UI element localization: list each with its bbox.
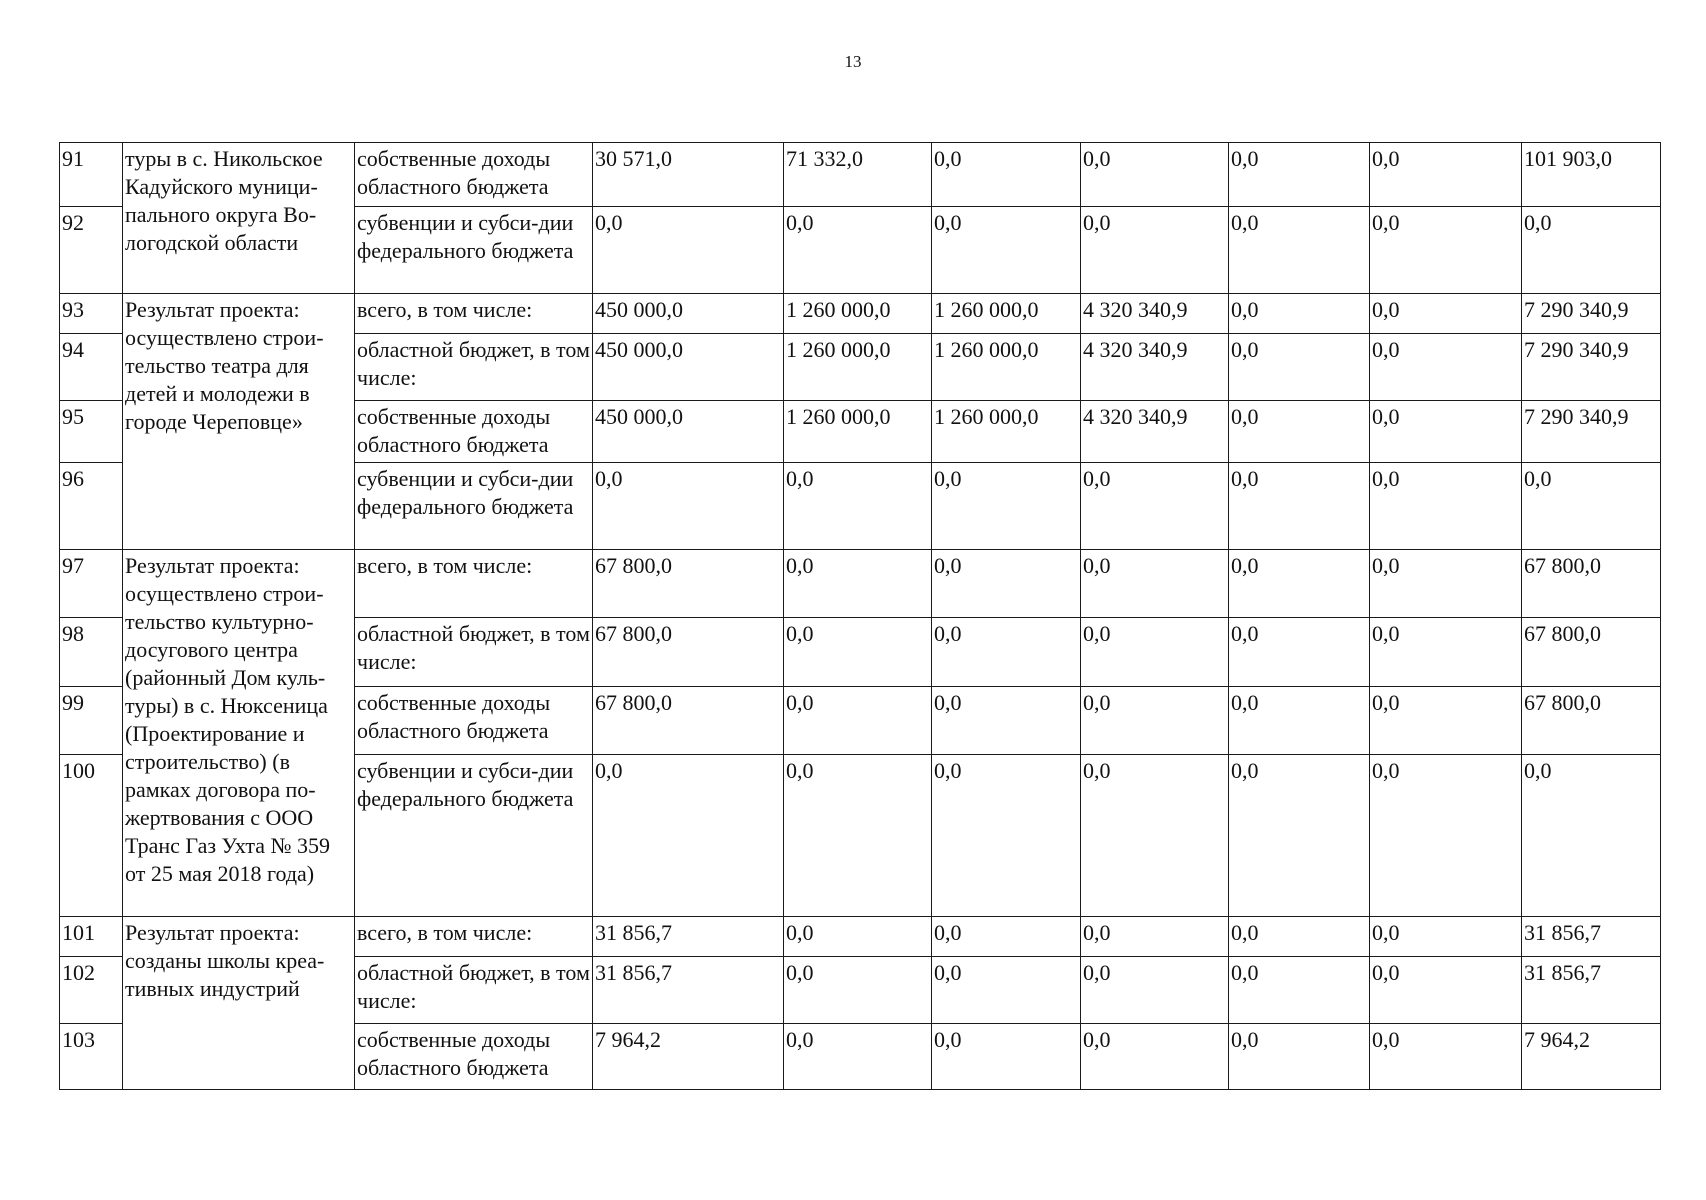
row-number: 99 — [60, 687, 123, 755]
value-cell: 0,0 — [784, 207, 932, 294]
value-cell: 0,0 — [1081, 550, 1229, 618]
value-cell: 0,0 — [784, 618, 932, 687]
row-number: 94 — [60, 334, 123, 401]
value-cell: 67 800,0 — [1522, 618, 1661, 687]
value-cell: 0,0 — [1229, 957, 1370, 1024]
value-cell: 67 800,0 — [1522, 687, 1661, 755]
value-cell: 31 856,7 — [593, 957, 784, 1024]
value-cell: 7 964,2 — [593, 1024, 784, 1090]
value-cell: 0,0 — [1229, 618, 1370, 687]
value-cell: 0,0 — [1370, 207, 1522, 294]
value-cell: 0,0 — [1522, 755, 1661, 917]
funding-source: всего, в том числе: — [355, 550, 593, 618]
value-cell: 31 856,7 — [593, 917, 784, 957]
funding-source: областной бюджет, в том числе: — [355, 334, 593, 401]
table-row — [60, 294, 1661, 334]
value-cell: 0,0 — [1370, 687, 1522, 755]
funding-source: областной бюджет, в том числе: — [355, 957, 593, 1024]
row-number: 96 — [60, 463, 123, 550]
value-cell: 450 000,0 — [593, 294, 784, 334]
value-cell: 0,0 — [1229, 755, 1370, 917]
page-number: 13 — [844, 52, 862, 71]
result-description: Результат проекта: осуществлено строи-тельство культурно-досугового центра (районный Дом куль-туры) в с. Нюксеница (Проектирование и строительство) (в рамках договора по-жертвования с ООО Транс Газ Ухта № 359 от 25 мая 2018 года) — [123, 550, 355, 917]
funding-source: собственные доходы областного бюджета — [355, 1024, 593, 1090]
value-cell: 0,0 — [932, 687, 1081, 755]
row-number: 98 — [60, 618, 123, 687]
result-description: туры в с. Никольское Кадуйского муници-пального округа Во-логодской области — [123, 143, 355, 294]
value-cell: 7 290 340,9 — [1522, 334, 1661, 401]
value-cell: 67 800,0 — [593, 687, 784, 755]
table-row — [60, 143, 1661, 207]
value-cell: 0,0 — [1522, 463, 1661, 550]
value-cell: 0,0 — [1081, 755, 1229, 917]
value-cell: 0,0 — [932, 957, 1081, 1024]
value-cell: 0,0 — [1370, 463, 1522, 550]
value-cell: 0,0 — [1370, 401, 1522, 463]
table-row — [60, 550, 1661, 618]
value-cell: 0,0 — [1370, 143, 1522, 207]
funding-source: субвенции и субси-дии федерального бюджета — [355, 755, 593, 917]
value-cell: 0,0 — [593, 463, 784, 550]
value-cell: 0,0 — [932, 1024, 1081, 1090]
value-cell: 0,0 — [1370, 618, 1522, 687]
value-cell: 4 320 340,9 — [1081, 401, 1229, 463]
funding-source: областной бюджет, в том числе: — [355, 618, 593, 687]
funding-source: всего, в том числе: — [355, 917, 593, 957]
value-cell: 71 332,0 — [784, 143, 932, 207]
value-cell: 0,0 — [1081, 463, 1229, 550]
value-cell: 0,0 — [784, 957, 932, 1024]
value-cell: 0,0 — [932, 917, 1081, 957]
value-cell: 1 260 000,0 — [784, 334, 932, 401]
value-cell: 0,0 — [932, 207, 1081, 294]
value-cell: 0,0 — [1081, 1024, 1229, 1090]
value-cell: 30 571,0 — [593, 143, 784, 207]
value-cell: 0,0 — [932, 755, 1081, 917]
value-cell: 0,0 — [1081, 957, 1229, 1024]
row-number: 101 — [60, 917, 123, 957]
row-number: 97 — [60, 550, 123, 618]
value-cell: 0,0 — [1229, 401, 1370, 463]
value-cell: 0,0 — [593, 207, 784, 294]
value-cell: 0,0 — [1081, 917, 1229, 957]
value-cell: 4 320 340,9 — [1081, 334, 1229, 401]
row-number: 91 — [60, 143, 123, 207]
value-cell: 7 964,2 — [1522, 1024, 1661, 1090]
budget-table — [59, 142, 1661, 1090]
value-cell: 0,0 — [1229, 334, 1370, 401]
value-cell: 0,0 — [1370, 550, 1522, 618]
value-cell: 7 290 340,9 — [1522, 294, 1661, 334]
budget-table-container — [59, 142, 1661, 1090]
row-number: 100 — [60, 755, 123, 917]
value-cell: 0,0 — [1081, 687, 1229, 755]
row-number: 93 — [60, 294, 123, 334]
value-cell: 1 260 000,0 — [784, 294, 932, 334]
funding-source: всего, в том числе: — [355, 294, 593, 334]
funding-source: субвенции и субси-дии федерального бюджета — [355, 463, 593, 550]
value-cell: 0,0 — [1370, 917, 1522, 957]
value-cell: 0,0 — [1229, 1024, 1370, 1090]
row-number: 92 — [60, 207, 123, 294]
value-cell: 67 800,0 — [1522, 550, 1661, 618]
value-cell: 31 856,7 — [1522, 917, 1661, 957]
funding-source: субвенции и субси-дии федерального бюджета — [355, 207, 593, 294]
value-cell: 0,0 — [784, 463, 932, 550]
value-cell: 4 320 340,9 — [1081, 294, 1229, 334]
value-cell: 67 800,0 — [593, 550, 784, 618]
value-cell: 0,0 — [1370, 334, 1522, 401]
value-cell: 0,0 — [593, 755, 784, 917]
value-cell: 7 290 340,9 — [1522, 401, 1661, 463]
value-cell: 0,0 — [1522, 207, 1661, 294]
value-cell: 0,0 — [1081, 143, 1229, 207]
value-cell: 0,0 — [784, 1024, 932, 1090]
funding-source: собственные доходы областного бюджета — [355, 143, 593, 207]
value-cell: 0,0 — [1081, 618, 1229, 687]
value-cell: 450 000,0 — [593, 401, 784, 463]
value-cell: 0,0 — [1229, 207, 1370, 294]
value-cell: 0,0 — [1370, 755, 1522, 917]
value-cell: 0,0 — [1229, 294, 1370, 334]
value-cell: 1 260 000,0 — [932, 401, 1081, 463]
value-cell: 0,0 — [784, 687, 932, 755]
value-cell: 67 800,0 — [593, 618, 784, 687]
value-cell: 0,0 — [932, 143, 1081, 207]
value-cell: 0,0 — [1229, 463, 1370, 550]
value-cell: 0,0 — [1081, 207, 1229, 294]
value-cell: 0,0 — [1229, 143, 1370, 207]
result-description: Результат проекта: осуществлено строи-тельство театра для детей и молодежи в городе Череповце» — [123, 294, 355, 550]
value-cell: 0,0 — [932, 550, 1081, 618]
value-cell: 0,0 — [784, 917, 932, 957]
value-cell: 1 260 000,0 — [932, 294, 1081, 334]
row-number: 102 — [60, 957, 123, 1024]
value-cell: 1 260 000,0 — [784, 401, 932, 463]
value-cell: 0,0 — [784, 755, 932, 917]
value-cell: 0,0 — [932, 463, 1081, 550]
funding-source: собственные доходы областного бюджета — [355, 401, 593, 463]
value-cell: 0,0 — [784, 550, 932, 618]
value-cell: 0,0 — [1370, 294, 1522, 334]
value-cell: 0,0 — [1229, 917, 1370, 957]
value-cell: 0,0 — [1370, 957, 1522, 1024]
row-number: 95 — [60, 401, 123, 463]
value-cell: 0,0 — [932, 618, 1081, 687]
funding-source: собственные доходы областного бюджета — [355, 687, 593, 755]
row-number: 103 — [60, 1024, 123, 1090]
value-cell: 450 000,0 — [593, 334, 784, 401]
value-cell: 0,0 — [1229, 550, 1370, 618]
value-cell: 101 903,0 — [1522, 143, 1661, 207]
table-row — [60, 917, 1661, 957]
result-description: Результат проекта: созданы школы креа-тивных индустрий — [123, 917, 355, 1090]
value-cell: 31 856,7 — [1522, 957, 1661, 1024]
value-cell: 0,0 — [1229, 687, 1370, 755]
value-cell: 1 260 000,0 — [932, 334, 1081, 401]
value-cell: 0,0 — [1370, 1024, 1522, 1090]
